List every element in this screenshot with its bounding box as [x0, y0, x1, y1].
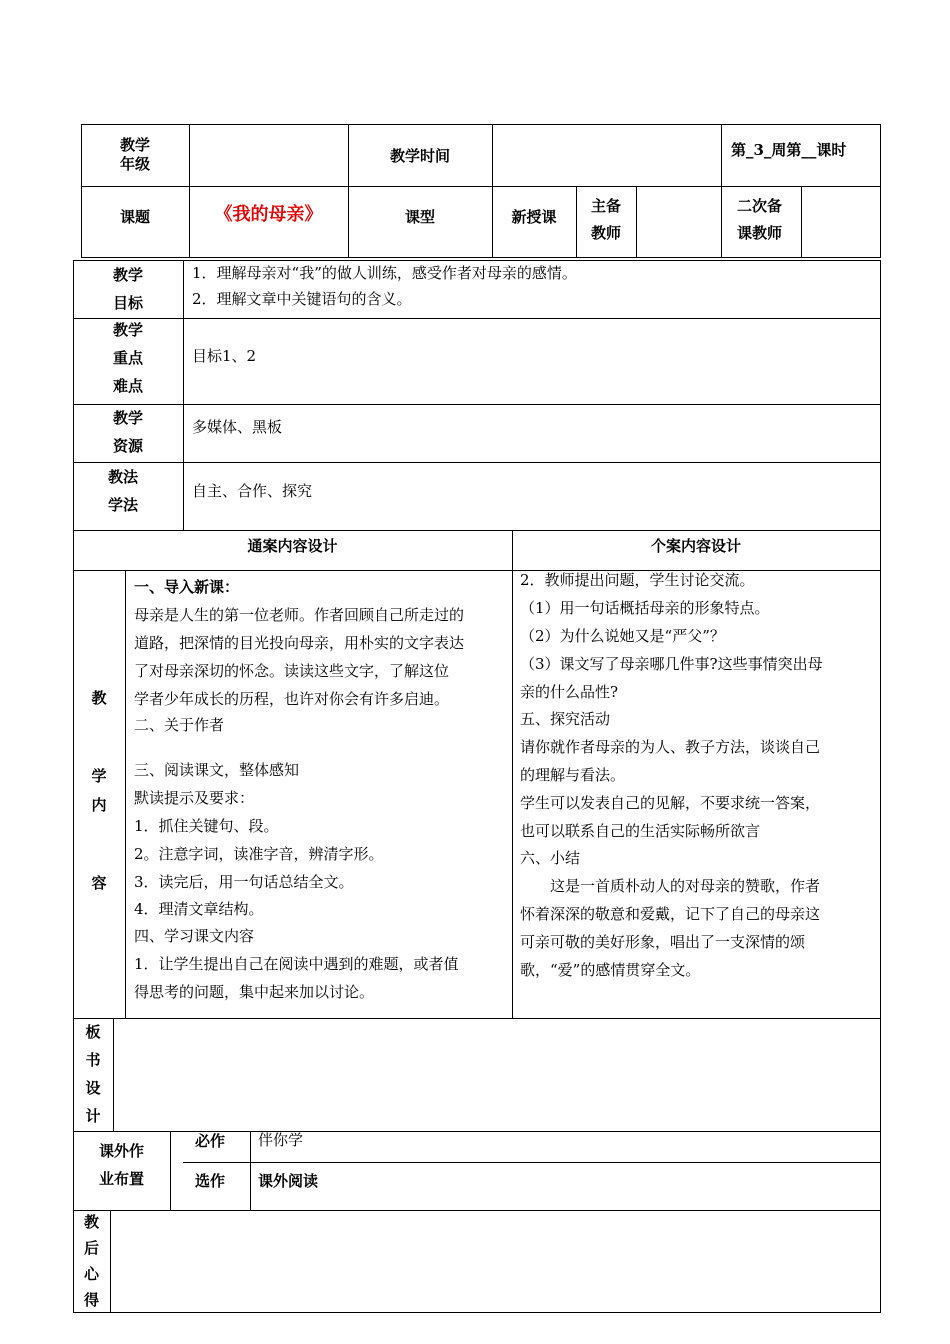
- methods-label: 教法 学法: [107, 468, 138, 514]
- methods-value: 自主、合作、探究: [192, 482, 313, 500]
- type-value: 新授课: [511, 208, 557, 226]
- grade-label: 教学 年级: [119, 136, 150, 173]
- left-line: 二、关于作者: [134, 716, 225, 734]
- right-line: 亲的什么品性?: [520, 683, 619, 701]
- reflection-label-char: 后: [83, 1239, 99, 1257]
- goal-item: 1．理解母亲对“我”的做人训练，感受作者对母亲的感情。: [192, 264, 577, 282]
- right-line: 怀着深深的敬意和爱戴，记下了自己的母亲这: [520, 905, 821, 923]
- left-line: 三、阅读课文，整体感知: [134, 761, 300, 779]
- left-line: 四、学习课文内容: [134, 927, 255, 945]
- board-label-char: 板: [85, 1023, 101, 1041]
- right-line: 也可以联系自己的生活实际畅所欲言: [520, 822, 761, 840]
- topic-value: 《我的母亲》: [214, 204, 323, 225]
- right-line: 可亲可敬的美好形象，唱出了一支深情的颂: [520, 933, 806, 951]
- left-line: 默读提示及要求：: [134, 789, 255, 807]
- reflection-label-char: 得: [83, 1291, 99, 1309]
- content-side-char: 容: [91, 874, 107, 892]
- left-line: 一、导入新课：: [134, 578, 240, 596]
- left-line: 3．读完后，用一句话总结全文。: [134, 873, 354, 891]
- second-teacher-label: 二次备 课教师: [737, 197, 783, 242]
- right-line: （2）为什么说她又是“严父”？: [520, 627, 725, 645]
- right-line: 2．教师提出问题，学生讨论交流。: [520, 571, 755, 589]
- key-points-label: 教学 重点 难点: [112, 321, 143, 395]
- left-line: 道路，把深情的目光投向母亲，用朴实的文字表达: [134, 634, 465, 652]
- homework-label: 课外作 业布置: [98, 1142, 144, 1188]
- left-line: 母亲是人生的第一位老师。作者回顾自己所走过的: [134, 606, 465, 624]
- right-line: 六、小结: [520, 849, 581, 867]
- resources-label: 教学 资源: [112, 409, 143, 455]
- left-line: 了对母亲深切的怀念。读读这些文字，了解这位: [134, 662, 450, 680]
- right-line: （1）用一句话概括母亲的形象特点。: [520, 599, 770, 617]
- content-side-char: 教: [91, 689, 107, 707]
- right-line: 这是一首质朴动人的对母亲的赞歌，作者: [520, 877, 821, 895]
- topic-label: 课题: [119, 208, 150, 226]
- right-line: （3）课文写了母亲哪几件事?这些事情突出母: [520, 655, 823, 673]
- optional-value: 课外阅读: [258, 1172, 319, 1190]
- right-line: 歌，“爱”的感情贯穿全文。: [520, 961, 701, 979]
- left-line: 学者少年成长的历程，也许对你会有许多启迪。: [134, 690, 450, 708]
- right-line: 五、探究活动: [520, 710, 611, 728]
- left-line: 1．抓住关键句、段。: [134, 817, 279, 835]
- week-lesson-text: 第_3_周第__课时: [731, 141, 847, 159]
- goals-label: 教学 目标: [112, 266, 143, 312]
- individual-design-title: 个案内容设计: [650, 537, 741, 555]
- left-line: 得思考的问题，集中起来加以讨论。: [134, 983, 375, 1001]
- required-label: 必作: [194, 1132, 225, 1150]
- resources-value: 多媒体、黑板: [192, 418, 283, 436]
- content-side-char: 学: [91, 767, 107, 785]
- required-value: 伴你学: [258, 1131, 304, 1149]
- goal-item: 2．理解文章中关键语句的含义。: [192, 290, 412, 308]
- right-line: 请你就作者母亲的为人、教子方法，谈谈自己: [520, 738, 821, 756]
- board-label-char: 计: [85, 1107, 101, 1125]
- left-line: 1．让学生提出自己在阅读中遇到的难题，或者值: [134, 955, 459, 973]
- board-label-char: 设: [85, 1079, 101, 1097]
- optional-label: 选作: [194, 1172, 225, 1190]
- common-design-title: 通案内容设计: [247, 537, 338, 555]
- reflection-label-char: 教: [83, 1213, 99, 1231]
- left-line: 4．理清文章结构。: [134, 900, 264, 918]
- content-side-char: 内: [91, 796, 107, 814]
- board-label-char: 书: [85, 1051, 101, 1069]
- main-teacher-label: 主备 教师: [590, 197, 621, 242]
- key-points-value: 目标1、2: [192, 347, 257, 365]
- reflection-label-char: 心: [83, 1265, 99, 1283]
- right-line: 的理解与看法。: [520, 766, 626, 784]
- time-label: 教学时间: [389, 147, 450, 165]
- type-label: 课型: [404, 208, 435, 226]
- left-line: 2。注意字词，读准字音，辨清字形。: [134, 845, 384, 863]
- right-line: 学生可以发表自己的见解，不要求统一答案，: [520, 794, 821, 812]
